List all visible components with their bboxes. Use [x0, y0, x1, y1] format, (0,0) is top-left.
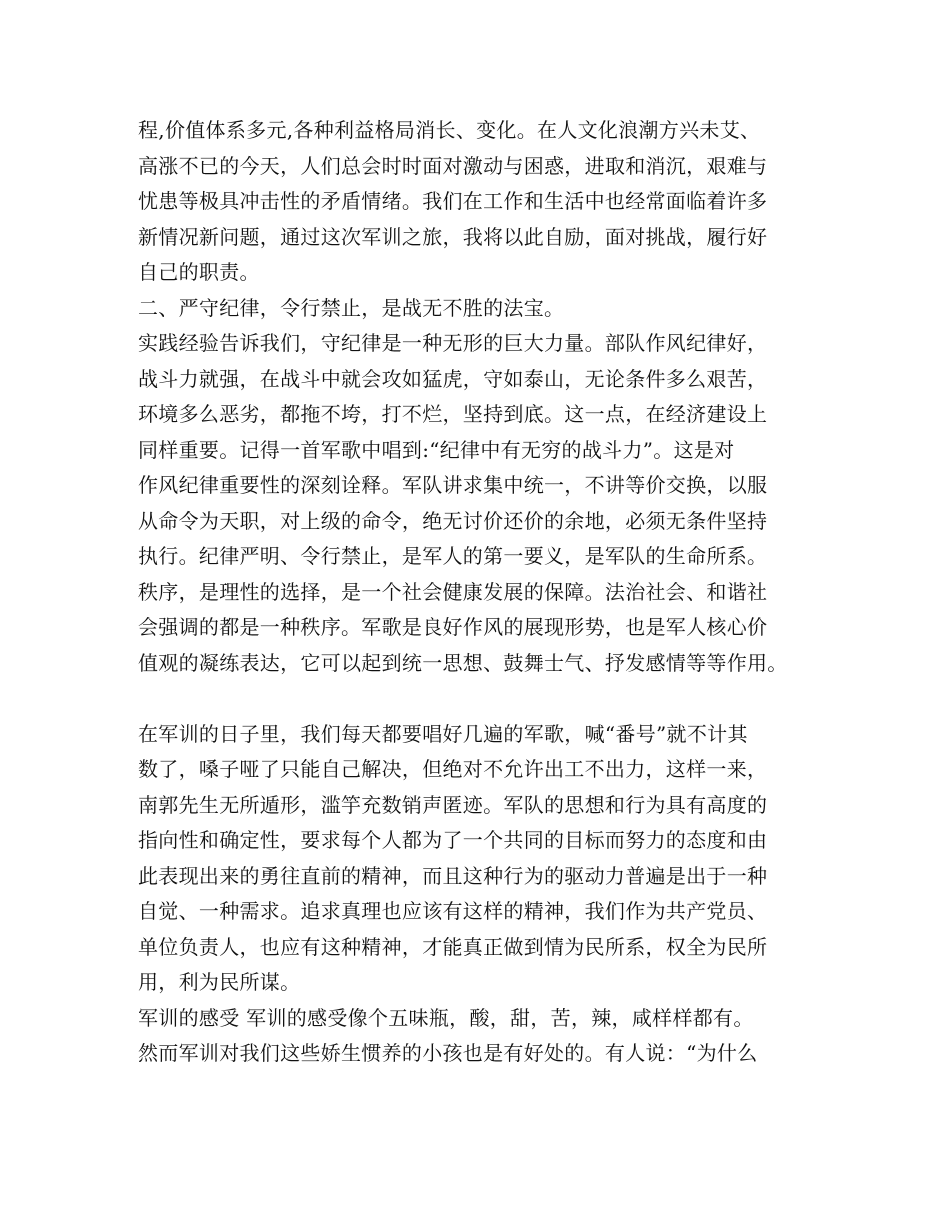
text-line: 南郭先生无所遁形，滥竽充数销声匿迹。军队的思想和行为具有高度的 — [138, 792, 768, 817]
text-line: 执行。纪律严明、令行禁止，是军人的第一要义，是军队的生命所系。 — [138, 544, 768, 568]
text-line: 从命令为天职，对上级的命令，绝无讨价还价的余地，必须无条件坚持 — [138, 508, 768, 533]
text-line: 秩序，是理性的选择，是一个社会健康发展的保障。法治社会、和谐社 — [138, 579, 768, 604]
text-line: 会强调的都是一种秩序。军歌是良好作风的展现形势，也是军人核心价 — [138, 615, 768, 639]
text-line: 同样重要。记得一首军歌中唱到:“纪律中有无穷的战斗力”。这是对 — [138, 437, 735, 462]
text-line: 环境多么恶劣，都拖不垮，打不烂，坚持到底。这一点，在经济建设上 — [138, 402, 768, 426]
text-line: 战斗力就强，在战斗中就会攻如猛虎，守如泰山，无论条件多么艰苦， — [138, 366, 768, 391]
text-line: 实践经验告诉我们，守纪律是一种无形的巨大力量。部队作风纪律好， — [138, 331, 768, 355]
text-line: 指向性和确定性，要求每个人都为了一个共同的目标而努力的态度和由 — [138, 828, 768, 852]
text-line: 用，利为民所谋。 — [138, 970, 301, 994]
text-line: 自觉、一种需求。追求真理也应该有这样的精神，我们作为共产党员、 — [138, 899, 768, 923]
text-line: 此表现出来的勇往直前的精神，而且这种行为的驱动力普遍是出于一种 — [138, 863, 768, 888]
section-heading: 二、严守纪律，令行禁止，是战无不胜的法宝。 — [138, 295, 565, 320]
text-line: 在军训的日子里，我们每天都要唱好几遍的军歌，喊“番号”就不计其 — [138, 721, 748, 746]
text-line: 数了，嗓子哑了只能自己解决，但绝对不允许出工不出力，这样一来， — [138, 757, 768, 781]
text-line: 新情况新问题，通过这次军训之旅，我将以此自励，面对挑战，履行好 — [138, 224, 768, 249]
paragraph-gap — [138, 681, 828, 717]
text-line: 单位负责人，也应有这种精神，才能真正做到情为民所系，权全为民所 — [138, 934, 768, 959]
text-line: 军训的感受 军训的感受像个五味瓶，酸，甜，苦，辣，咸样样都有。 — [138, 1005, 754, 1030]
text-line: 自己的职责。 — [138, 260, 260, 284]
text-line: 值观的凝练表达，它可以起到统一思想、鼓舞士气、抒发感情等等作用。 — [138, 650, 788, 675]
text-line: 程,价值体系多元,各种利益格局消长、变化。在人文化浪潮方兴未艾、 — [138, 118, 761, 142]
text-line: 忧患等极具冲击性的矛盾情绪。我们在工作和生活中也经常面临着许多 — [138, 189, 768, 213]
text-line: 高涨不已的今天，人们总会时时面对激动与困惑，进取和消沉，艰难与 — [138, 153, 768, 178]
text-line: 然而军训对我们这些娇生惯养的小孩也是有好处的。有人说：“为什么 — [138, 1041, 758, 1065]
text-line: 作风纪律重要性的深刻诠释。军队讲求集中统一，不讲等价交换，以服 — [138, 473, 768, 497]
document-body — [138, 113, 828, 1072]
